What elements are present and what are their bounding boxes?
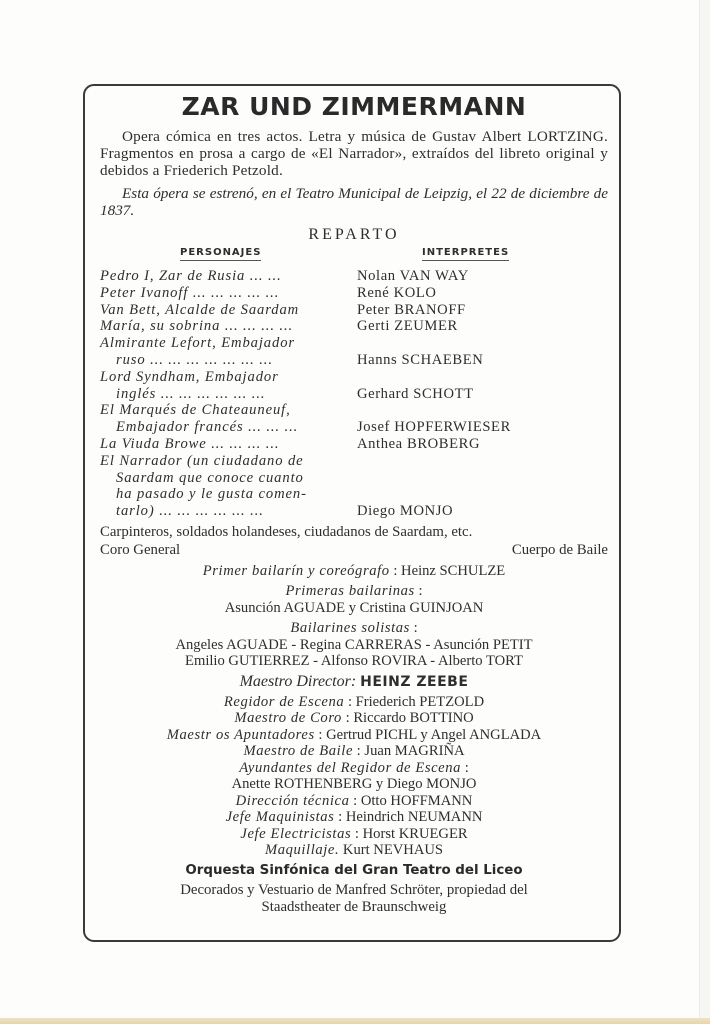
role-line: inglés ... ... ... ... ... ... xyxy=(116,385,266,402)
credit-name: Kurt NEVHAUS xyxy=(342,842,444,859)
cast-list xyxy=(100,268,608,520)
cast-row xyxy=(100,369,608,403)
role-line: María, su sobrina ... ... ... ... xyxy=(100,318,294,335)
credit-name: Riccardo BOTTINO xyxy=(353,710,474,727)
cast-row xyxy=(100,318,608,335)
opera-title: ZAR UND ZIMMERMANN xyxy=(181,92,527,121)
role-line: ha pasado y le gusta comen- xyxy=(116,486,307,503)
credit-regidor: Regidor de Escena : Friederich PETZOLD xyxy=(223,693,485,710)
credit-name: Gertrud PICHL y Angel ANGLADA xyxy=(326,726,542,743)
performer-name: Josef HOPFERWIESER xyxy=(357,419,511,436)
decorados-line1: Decorados y Vestuario de Manfred Schröter, propiedad del xyxy=(180,881,528,898)
extras-line: Carpinteros, soldados holandeses, ciudadanos de Saardam, etc. xyxy=(100,523,473,540)
role-line: El Marqués de Chateauneuf, xyxy=(100,402,291,419)
role-line: Almirante Lefort, Embajador xyxy=(100,335,295,352)
performer-name: Nolan VAN WAY xyxy=(357,268,469,284)
performer-name: Peter BRANOFF xyxy=(357,301,466,318)
cast-row xyxy=(100,436,608,453)
cast-row xyxy=(100,268,608,285)
cast-row xyxy=(100,285,608,302)
credit-label: Maestr os Apuntadores xyxy=(166,726,315,743)
coro-general: Coro General xyxy=(100,541,181,558)
credit-name: Heindrich NEUMANN xyxy=(345,809,483,826)
character-role xyxy=(100,268,345,285)
cast-row xyxy=(100,302,608,319)
credit-solistas-line2: Emilio GUTIERREZ - Alfonso ROVIRA - Alberto TORT xyxy=(185,653,523,670)
credit-electricistas: Jefe Electricistas : Horst KRUEGER xyxy=(240,825,468,842)
role-line: Van Bett, Alcalde de Saardam xyxy=(100,301,300,318)
role-line: Peter Ivanoff ... ... ... ... ... xyxy=(100,284,280,301)
character-role xyxy=(100,285,345,302)
credit-maestro-coro: Maestro de Coro : Riccardo BOTTINO xyxy=(234,710,474,727)
credit-name: Heinz SCHULZE xyxy=(401,562,506,579)
role-line: La Viuda Browe ... ... ... ... xyxy=(100,435,280,452)
role-line: Lord Syndham, Embajador xyxy=(100,368,279,385)
credit-tecnica: Dirección técnica : Otto HOFFMANN xyxy=(235,792,473,809)
credit-label: Primer bailarín y coreógrafo xyxy=(202,562,390,579)
credit-label: Dirección técnica xyxy=(235,792,350,809)
credit-primer-bailarin: Primer bailarín y coreógrafo : Heinz SCHULZE xyxy=(202,562,506,579)
credit-maquinistas: Jefe Maquinistas : Heindrich NEUMANN xyxy=(225,809,483,826)
credit-solistas-line1: Angeles AGUADE - Regina CARRERAS - Asunción PETIT xyxy=(175,636,533,653)
maestro-director xyxy=(100,672,608,692)
credit-label: Maestro de Coro xyxy=(234,710,342,727)
credit-maquillaje xyxy=(100,842,608,859)
credit-primeras-label: Primeras bailarinas : xyxy=(285,583,423,600)
credit-name: Horst KRUEGER xyxy=(362,825,468,842)
credit-name: Otto HOFFMANN xyxy=(360,792,473,809)
role-line: Embajador francés ... ... ... xyxy=(116,419,299,436)
character-role xyxy=(100,302,345,319)
role-line: Pedro I, Zar de Rusia ... ... xyxy=(100,268,282,284)
character-role xyxy=(100,402,345,436)
credit-name: Juan MAGRIÑA xyxy=(364,743,465,760)
credit-ayudantes-names: Anette ROTHENBERG y Diego MONJO xyxy=(231,776,477,793)
role-line: ruso ... ... ... ... ... ... ... xyxy=(116,351,273,368)
personajes-header: PERSONAJES xyxy=(180,247,261,261)
credit-apuntadores: Maestr os Apuntadores : Gertrud PICHL y Angel ANGLADA xyxy=(166,726,542,743)
credit-primeras-names: Asunción AGUADE y Cristina GUINJOAN xyxy=(224,599,484,616)
cast-row xyxy=(100,335,608,369)
program-page xyxy=(100,88,608,916)
cast-row xyxy=(100,402,608,436)
performer-name: Gerhard SCHOTT xyxy=(357,385,474,402)
character-role xyxy=(100,453,345,520)
paper-edge xyxy=(699,0,710,1020)
character-role xyxy=(100,436,345,453)
credit-label: Primeras bailarinas xyxy=(285,583,415,600)
credit-label: Bailarines solistas xyxy=(290,620,410,637)
credit-label: Ayundantes del Regidor de Escena xyxy=(239,759,462,776)
character-role xyxy=(100,369,345,403)
role-line: Saardam que conoce cuanto xyxy=(116,469,304,486)
premiere-paragraph: Esta ópera se estrenó, en el Teatro Municipal de Leipzig, el 22 de diciembre de 1837. xyxy=(100,185,608,219)
interpretes-header: INTERPRETES xyxy=(422,247,509,261)
performer-name: René KOLO xyxy=(357,284,437,301)
character-role xyxy=(100,335,345,369)
credit-label: Regidor de Escena xyxy=(223,693,345,710)
cast-row xyxy=(100,453,608,520)
credit-solistas-label: Bailarines solistas : xyxy=(290,620,418,637)
credit-ayudantes-label: Ayundantes del Regidor de Escena : xyxy=(239,759,469,776)
role-line: El Narrador (un ciudadano de xyxy=(100,452,304,469)
reparto-heading: REPARTO xyxy=(308,226,400,243)
role-line: tarlo) ... ... ... ... ... ... xyxy=(116,503,264,520)
credit-label: Jefe Electricistas xyxy=(240,825,352,842)
cast-column-headers xyxy=(100,244,608,264)
intro-paragraph: Opera cómica en tres actos. Letra y música de Gustav Albert LORTZING. Fragmentos en prosa a cargo de «El Narrador», extraídos del libreto original y debidos a Friederich Petzold. xyxy=(100,128,608,179)
performer-name: Anthea BROBERG xyxy=(357,435,481,452)
credit-label: Maquillaje. xyxy=(264,842,340,859)
orchestra-name: Orquesta Sinfónica del Gran Teatro del Liceo xyxy=(185,862,523,878)
performer-name: Hanns SCHAEBEN xyxy=(357,351,484,368)
coro-baile-line xyxy=(100,541,608,559)
decorados-line2: Staadstheater de Braunschweig xyxy=(261,898,447,915)
performer-name: Gerti ZEUMER xyxy=(357,318,458,335)
cuerpo-de-baile: Cuerpo de Baile xyxy=(511,541,608,558)
performer-name: Diego MONJO xyxy=(357,503,454,520)
paper-edge-bottom xyxy=(0,1018,710,1024)
credit-name: Friederich PETZOLD xyxy=(355,693,485,710)
director-label: Maestro Director: xyxy=(239,672,357,690)
credit-label: Jefe Maquinistas xyxy=(225,809,335,826)
director-name: HEINZ ZEEBE xyxy=(360,673,469,690)
credit-label: Maestro de Baile xyxy=(243,743,354,760)
character-role xyxy=(100,318,345,335)
credit-maestro-baile: Maestro de Baile : Juan MAGRIÑA xyxy=(243,743,465,760)
